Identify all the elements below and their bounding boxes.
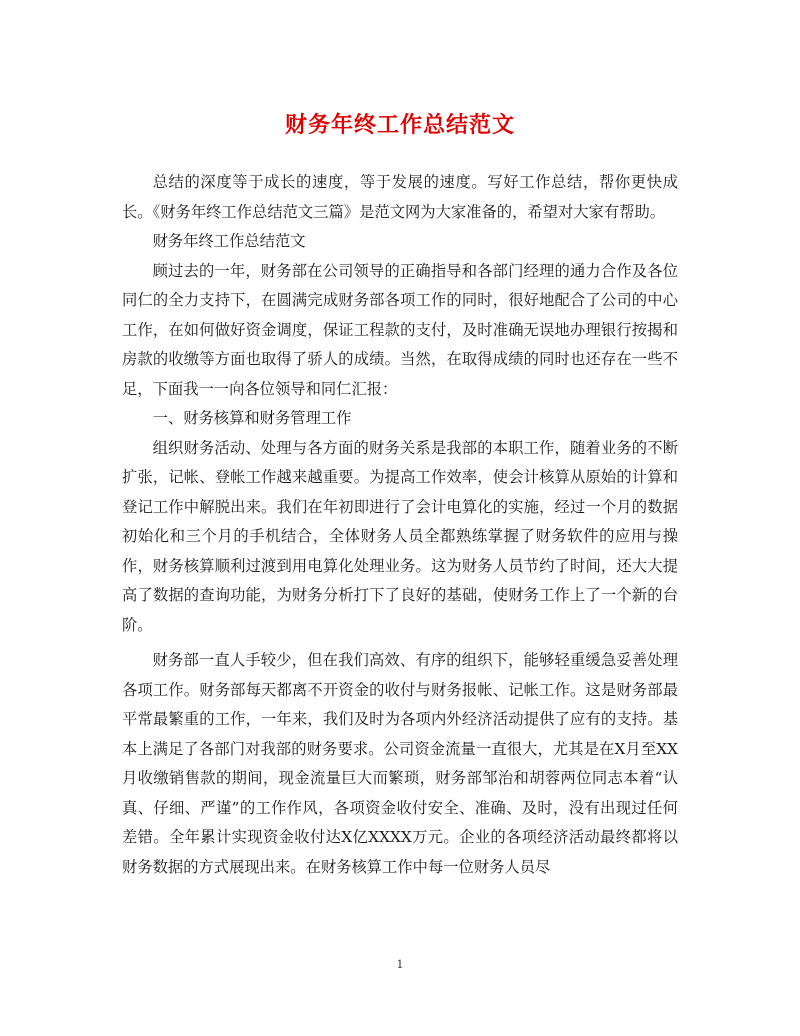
- document-title: 财务年终工作总结范文: [284, 112, 515, 138]
- intro-paragraph: 总结的深度等于成长的速度，等于发展的速度。写好工作总结，帮你更快成长。《财务年终工作总结范文三篇》是范文网为大家准备的，希望对大家有帮助。: [122, 173, 678, 221]
- body-paragraph: 组织财务活动、处理与各方面的财务关系是我部的本职工作，随着业务的不断扩张，记帐、登帐工作越来越重要。为提高工作效率，使会计核算从原始的计算和登记工作中解脱出来。我们在年初即进行了会计电算化的实施，经过一个月的数据初始化和三个月的手机结合，全体财务人员全都熟练掌握了财务软件的应用与操作，财务核算顺利过渡到用电算化处理业务。这为财务人员节约了时间，还大大提高了数据的查询功能，为财务分析打下了良好的基础，使财务工作上了一个新的台阶。: [122, 438, 678, 634]
- body-paragraph: 财务部一直人手较少，但在我们高效、有序的组织下，能够轻重缓急妥善处理各项工作。财务部每天都离不开资金的收付与财务报帐、记帐工作。这是财务部最平常最繁重的工作，一年来，我们及时为各项内外经济活动提供了应有的支持。基本上满足了各部门对我部的财务要求。公司资金流量一直很大，尤其是在X月至XX月收缴销售款的期间，现金流量巨大而繁琐，财务部邹治和胡蓉两位同志本着“认真、仔细、严谨”的工作作风，各项资金收付安全、准确、及时，没有出现过任何差错。全年累计实现资金收付达X亿XXXX万元。企业的各项经济活动最终都将以财务数据的方式展现出来。在财务核算工作中每一位财务人员尽: [122, 651, 678, 876]
- section-heading: 一、财务核算和财务管理工作: [152, 409, 352, 427]
- document-body: [122, 168, 678, 882]
- body-paragraph: 顾过去的一年，财务部在公司领导的正确指导和各部门经理的通力合作及各位同仁的全力支持下，在圆满完成财务部各项工作的同时，很好地配合了公司的中心工作，在如何做好资金调度，保证工程款的支付，及时准确无误地办理银行按揭和房款的收缴等方面也取得了骄人的成绩。当然，在取得成绩的同时也还存在一些不足，下面我一一向各位领导和同仁汇报：: [122, 261, 678, 398]
- subheading: 财务年终工作总结范文: [152, 232, 306, 250]
- page-number: 1: [396, 958, 404, 971]
